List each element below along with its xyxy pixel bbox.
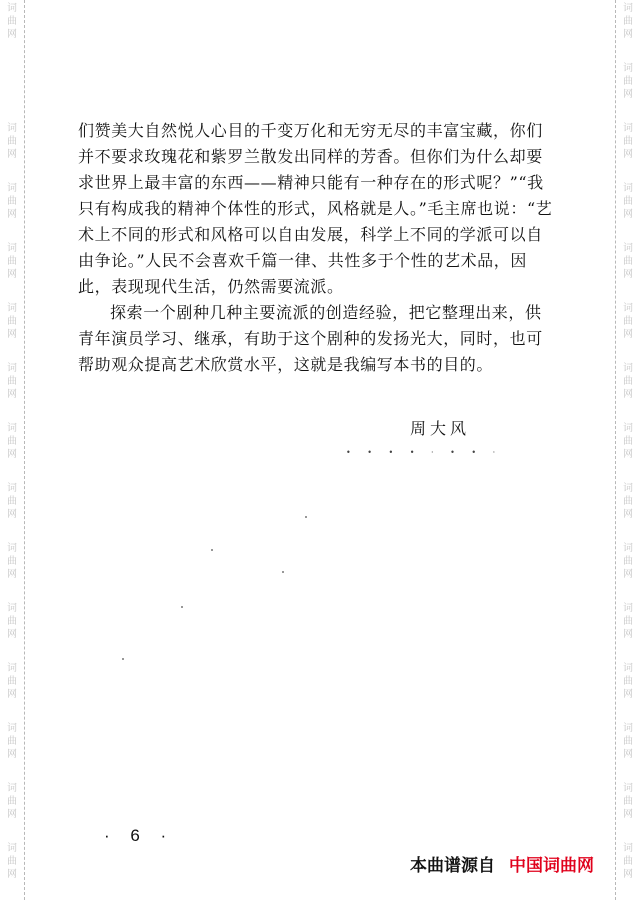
- scan-speck: [211, 549, 213, 551]
- source-site-name: 中国词曲网: [509, 856, 594, 876]
- scan-noise-dots: • • • • · • • ·: [346, 448, 503, 457]
- scan-speck: [305, 516, 307, 518]
- watermark-label: 词 曲 网: [623, 663, 633, 700]
- left-watermark-strip: [0, 0, 25, 900]
- watermark-label: 词 曲 网: [623, 723, 633, 760]
- watermark-label: 词 曲 网: [7, 123, 17, 160]
- watermark-label: 词 曲 网: [7, 723, 17, 760]
- watermark-label: 词 曲 网: [623, 123, 633, 160]
- watermark-label: 词 曲 网: [7, 423, 17, 460]
- watermark-label: 词 曲 网: [7, 183, 17, 220]
- watermark-label: 词 曲 网: [623, 603, 633, 640]
- paragraph-2: 探索一个剧种几种主要流派的创造经验，把它整理出来，供青年演员学习、继承，有助于这个剧种的发扬光大，同时，也可帮助观众提高艺术欣赏水平，这就是我编写本书的目的。: [78, 303, 543, 374]
- watermark-label: 词 曲 网: [7, 603, 17, 640]
- paragraph-1: 们赞美大自然悦人心目的千变万化和无穷无尽的丰富宝藏，你们并不要求玫瑰花和紫罗兰散发出同样的芳香。但你们为什么却要求世界上最丰富的东西——精神只能有一种存在的形式呢？”“我只有构成我的精神个体性的形式，风格就是人。”毛主席也说：“艺术上不同的形式和风格可以自由发展，科学上不同的学派可以自由争论。”人民不会喜欢千篇一律、共性多于个性的艺术品，因此，表现现代生活，仍然需要流派。: [78, 121, 553, 296]
- page-number: · 6 ·: [104, 826, 175, 845]
- watermark-label: 词 曲 网: [623, 63, 633, 100]
- watermark-label: 词 曲 网: [7, 363, 17, 400]
- watermark-label: 词 曲 网: [623, 783, 633, 820]
- watermark-label: 词 曲 网: [7, 483, 17, 520]
- source-credit: [410, 851, 594, 876]
- watermark-label: 词 曲 网: [7, 783, 17, 820]
- scan-speck: [122, 658, 124, 660]
- watermark-label: 词 曲 网: [623, 243, 633, 280]
- watermark-label: 词 曲 网: [623, 183, 633, 220]
- watermark-label: 词 曲 网: [7, 3, 17, 40]
- watermark-label: 词 曲 网: [623, 363, 633, 400]
- watermark-label: 词 曲 网: [623, 3, 633, 40]
- watermark-label: 词 曲 网: [623, 483, 633, 520]
- preface-body: [78, 118, 554, 378]
- source-label: 本曲谱源自: [410, 856, 495, 876]
- watermark-label: 词 曲 网: [7, 303, 17, 340]
- watermark-label: 词 曲 网: [623, 303, 633, 340]
- scan-speck: [282, 571, 284, 573]
- author-signature: 周大风: [410, 419, 471, 438]
- watermark-label: 词 曲 网: [623, 843, 633, 880]
- watermark-label: 词 曲 网: [7, 843, 17, 880]
- watermark-label: 词 曲 网: [7, 543, 17, 580]
- watermark-label: 词 曲 网: [623, 423, 633, 460]
- watermark-label: 词 曲 网: [7, 663, 17, 700]
- watermark-label: 词 曲 网: [623, 543, 633, 580]
- scan-speck: [181, 606, 183, 608]
- watermark-label: 词 曲 网: [7, 243, 17, 280]
- right-watermark-strip: [615, 0, 640, 900]
